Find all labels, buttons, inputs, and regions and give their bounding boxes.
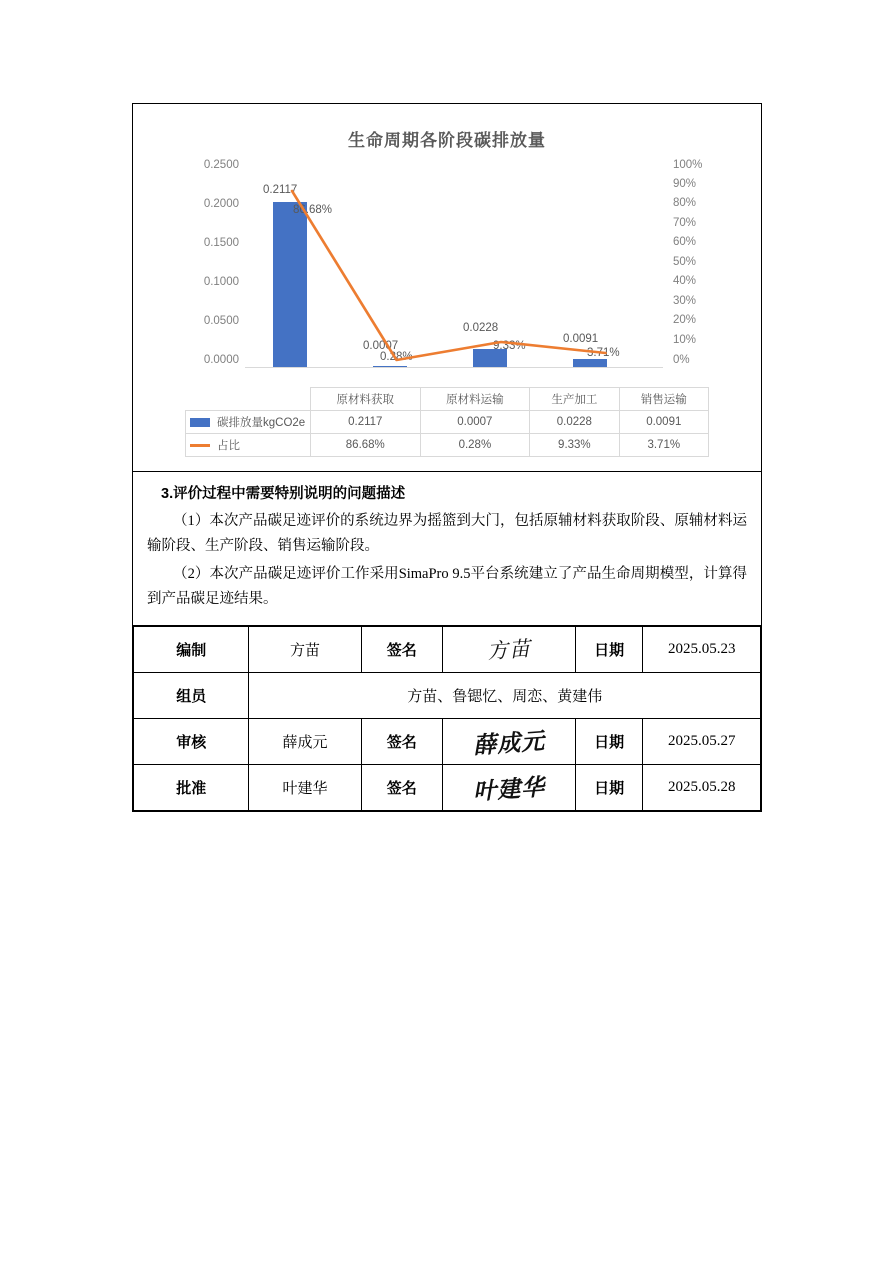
- signature-table: [133, 626, 761, 811]
- cell-value: 0.0228: [530, 411, 619, 434]
- chart-cell: [133, 104, 761, 472]
- y-left-tick: 0.1500: [203, 237, 239, 249]
- y-right-tick: 50%: [673, 256, 697, 268]
- notes-section: [133, 472, 761, 626]
- role-label: 批准: [134, 764, 249, 810]
- y-right-tick: 80%: [673, 197, 697, 209]
- y-left-tick: 0.2000: [203, 198, 239, 210]
- section-heading: 3.评价过程中需要特别说明的问题描述: [161, 486, 406, 502]
- table-row: [186, 434, 709, 457]
- cell-value: 3.71%: [619, 434, 708, 457]
- y-left-tick: 0.0500: [203, 315, 239, 327]
- chart-category: 销售运输: [619, 388, 708, 411]
- cell-value: 0.0091: [619, 411, 708, 434]
- signature-image-approver: [442, 764, 575, 810]
- legend-label: 碳排放量kgCO2e: [217, 417, 306, 429]
- chart-category: 原材料运输: [420, 388, 530, 411]
- date-label: 日期: [575, 764, 643, 810]
- line-value-label: 9.33%: [493, 340, 526, 352]
- person-name: 方苗: [249, 626, 361, 672]
- plot-area: [245, 157, 663, 368]
- sign-label: 签名: [361, 764, 442, 810]
- table-row-approver: [134, 764, 761, 810]
- bar-value-label: 0.2117: [263, 184, 298, 196]
- bar-swatch-icon: [190, 418, 210, 427]
- date-label: 日期: [575, 626, 643, 672]
- role-label: 组员: [134, 672, 249, 718]
- y-axis-right: [667, 157, 709, 367]
- table-row: [186, 411, 709, 434]
- cell-value: 0.2117: [311, 411, 421, 434]
- chart-category: 生产加工: [530, 388, 619, 411]
- handwritten-signature: 薛成元: [472, 727, 546, 759]
- chart-data-table: [185, 387, 709, 457]
- y-right-tick: 60%: [673, 236, 697, 248]
- signature-image-reviewer: [442, 718, 575, 764]
- cell-value: 0.28%: [420, 434, 530, 457]
- y-right-tick: 90%: [673, 178, 697, 190]
- bar-value-label: 0.0228: [463, 322, 499, 334]
- chart-category: 原材料获取: [311, 388, 421, 411]
- table-row-compiler: [134, 626, 761, 672]
- cell-value: 86.68%: [311, 434, 421, 457]
- date-value: 2025.05.23: [643, 626, 761, 672]
- sign-label: 签名: [361, 626, 442, 672]
- paragraph: [147, 562, 747, 613]
- legend-label: 占比: [217, 440, 240, 452]
- document-frame: [132, 103, 762, 812]
- line-swatch-icon: [190, 444, 210, 447]
- chart-table-header-row: [186, 388, 709, 411]
- paragraph: [147, 509, 747, 560]
- line-value-label: 0.28%: [380, 351, 413, 363]
- legend-line-series: [186, 434, 311, 457]
- y-left-tick: 0.0000: [203, 354, 239, 366]
- handwritten-signature: 方苗: [486, 636, 532, 664]
- members-list: 方苗、鲁锶忆、周恋、黄建伟: [249, 672, 761, 718]
- table-row-reviewer: [134, 718, 761, 764]
- cell-value: 9.33%: [530, 434, 619, 457]
- legend-bar-series: [186, 411, 311, 434]
- line-value-label: 86.68%: [293, 204, 333, 216]
- date-label: 日期: [575, 718, 643, 764]
- chart-title: 生命周期各阶段碳排放量: [348, 131, 546, 150]
- bar-value-label: 0.0091: [563, 333, 599, 345]
- date-value: 2025.05.27: [643, 718, 761, 764]
- carbon-emission-chart: [177, 118, 717, 457]
- sign-label: 签名: [361, 718, 442, 764]
- date-value: 2025.05.28: [643, 764, 761, 810]
- y-right-tick: 0%: [673, 354, 690, 366]
- y-right-tick: 100%: [673, 159, 703, 171]
- y-left-tick: 0.2500: [203, 159, 239, 171]
- y-axis-left: [185, 157, 243, 367]
- y-left-tick: 0.1000: [203, 276, 239, 288]
- cell-value: 0.0007: [420, 411, 530, 434]
- paragraph-text: （1）本次产品碳足迹评价的系统边界为摇篮到大门，包括原辅材料获取阶段、原辅材料运输阶段、生产阶段、销售运输阶段。: [147, 513, 747, 555]
- percentage-line-series: [245, 157, 663, 367]
- paragraph-text: （2）本次产品碳足迹评价工作采用SimaPro 9.5平台系统建立了产品生命周期模型，计算得到产品碳足迹结果。: [147, 565, 747, 608]
- handwritten-signature: 叶建华: [472, 773, 546, 805]
- y-right-tick: 10%: [673, 334, 697, 346]
- person-name: 叶建华: [249, 764, 361, 810]
- table-row-members: [134, 672, 761, 718]
- line-value-label: 3.71%: [587, 347, 620, 359]
- chart-table-corner: [186, 388, 311, 411]
- signature-image-compiler: [442, 626, 575, 672]
- person-name: 薛成元: [249, 718, 361, 764]
- y-right-tick: 70%: [673, 217, 697, 229]
- y-right-tick: 20%: [673, 314, 697, 326]
- bar-value-label: 0.0007: [363, 340, 399, 352]
- y-right-tick: 30%: [673, 295, 697, 307]
- role-label: 审核: [134, 718, 249, 764]
- y-right-tick: 40%: [673, 275, 697, 287]
- chart-plot-wrap: [185, 157, 709, 387]
- role-label: 编制: [134, 626, 249, 672]
